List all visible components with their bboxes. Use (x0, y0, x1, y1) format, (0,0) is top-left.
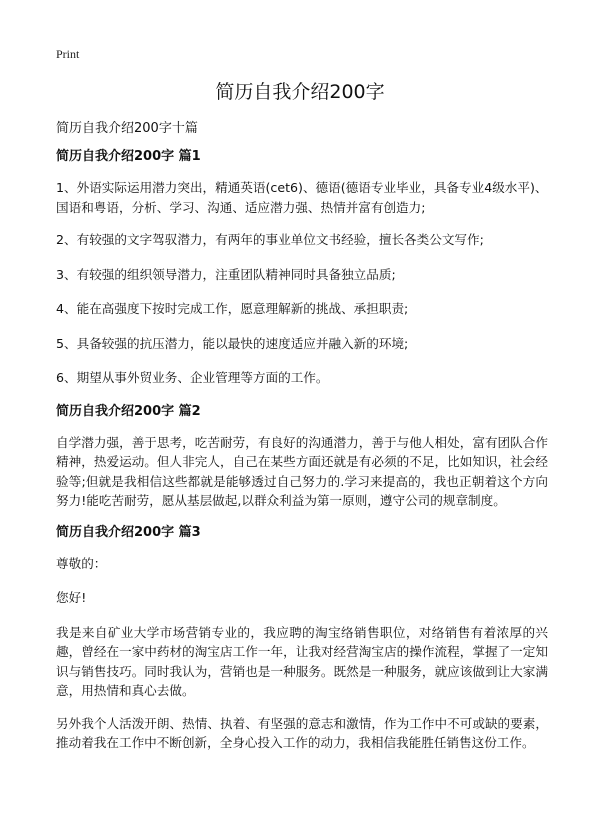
paragraph: 尊敬的： (56, 555, 107, 571)
paragraph: 我是来自矿业大学市场营销专业的，我应聘的淘宝络销售职位，对络销售有着浓厚的兴趣，曾经在一家中药材的淘宝店工作一年，让我对经营淘宝店的操作流程，掌握了一定知识与销售技巧。同时我认为，营销也是一种服务。既然是一种服务，就应该做到让大家满意，用热情和真心去做。 (56, 624, 548, 698)
paragraph: 6、期望从事外贸业务、企业管理等方面的工作。 (56, 370, 329, 385)
paragraph: 1、外语实际运用潜力突出，精通英语(cet6)、德语(德语专业毕业，具备专业4级水平)、国语和粤语，分析、学习、沟通、适应潜力强、热情并富有创造力; (56, 180, 548, 215)
section-1 (56, 148, 548, 388)
print-link[interactable]: Print (56, 47, 80, 61)
document-content (56, 148, 548, 766)
section-heading: 简历自我介绍200字 篇1 (56, 149, 201, 164)
paragraph: 您好! (56, 590, 87, 605)
section-3 (56, 524, 548, 753)
paragraph: 2、有较强的文字驾驭潜力，有两年的事业单位文书经验，擅长各类公文写作; (56, 232, 484, 247)
paragraph: 另外我个人活泼开朗、热情、执着、有坚强的意志和激情，作为工作中不可或缺的要素，推动着我在工作中不断创新，全身心投入工作的动力，我相信我能胜任销售这份工作。 (56, 715, 548, 750)
paragraph: 4、能在高强度下按时完成工作，愿意理解新的挑战、承担职责; (56, 301, 409, 316)
section-heading: 简历自我介绍200字 篇3 (56, 524, 201, 540)
paragraph: 3、有较强的组织领导潜力，注重团队精神同时具备独立品质; (56, 266, 396, 282)
document-subtitle: 简历自我介绍200字十篇 (56, 121, 198, 136)
paragraph: 5、具备较强的抗压潜力，能以最快的速度适应并融入新的环境; (56, 335, 409, 351)
section-2 (56, 403, 548, 511)
page-title: 简历自我介绍200字 (215, 81, 385, 103)
paragraph: 自学潜力强，善于思考，吃苦耐劳，有良好的沟通潜力，善于与他人相处，富有团队合作精神，热爱运动。但人非完人，自己在某些方面还就是有必须的不足，比如知识，社会经验等;但就是我相信这些都就是能够透过自己努力的.学习来提高的，我也正朝着这个方向努力!能吃苦耐劳，愿从基层做起,以群众利益为第一原则，遵守公司的规章制度。 (56, 434, 548, 508)
section-heading: 简历自我介绍200字 篇2 (56, 403, 201, 419)
